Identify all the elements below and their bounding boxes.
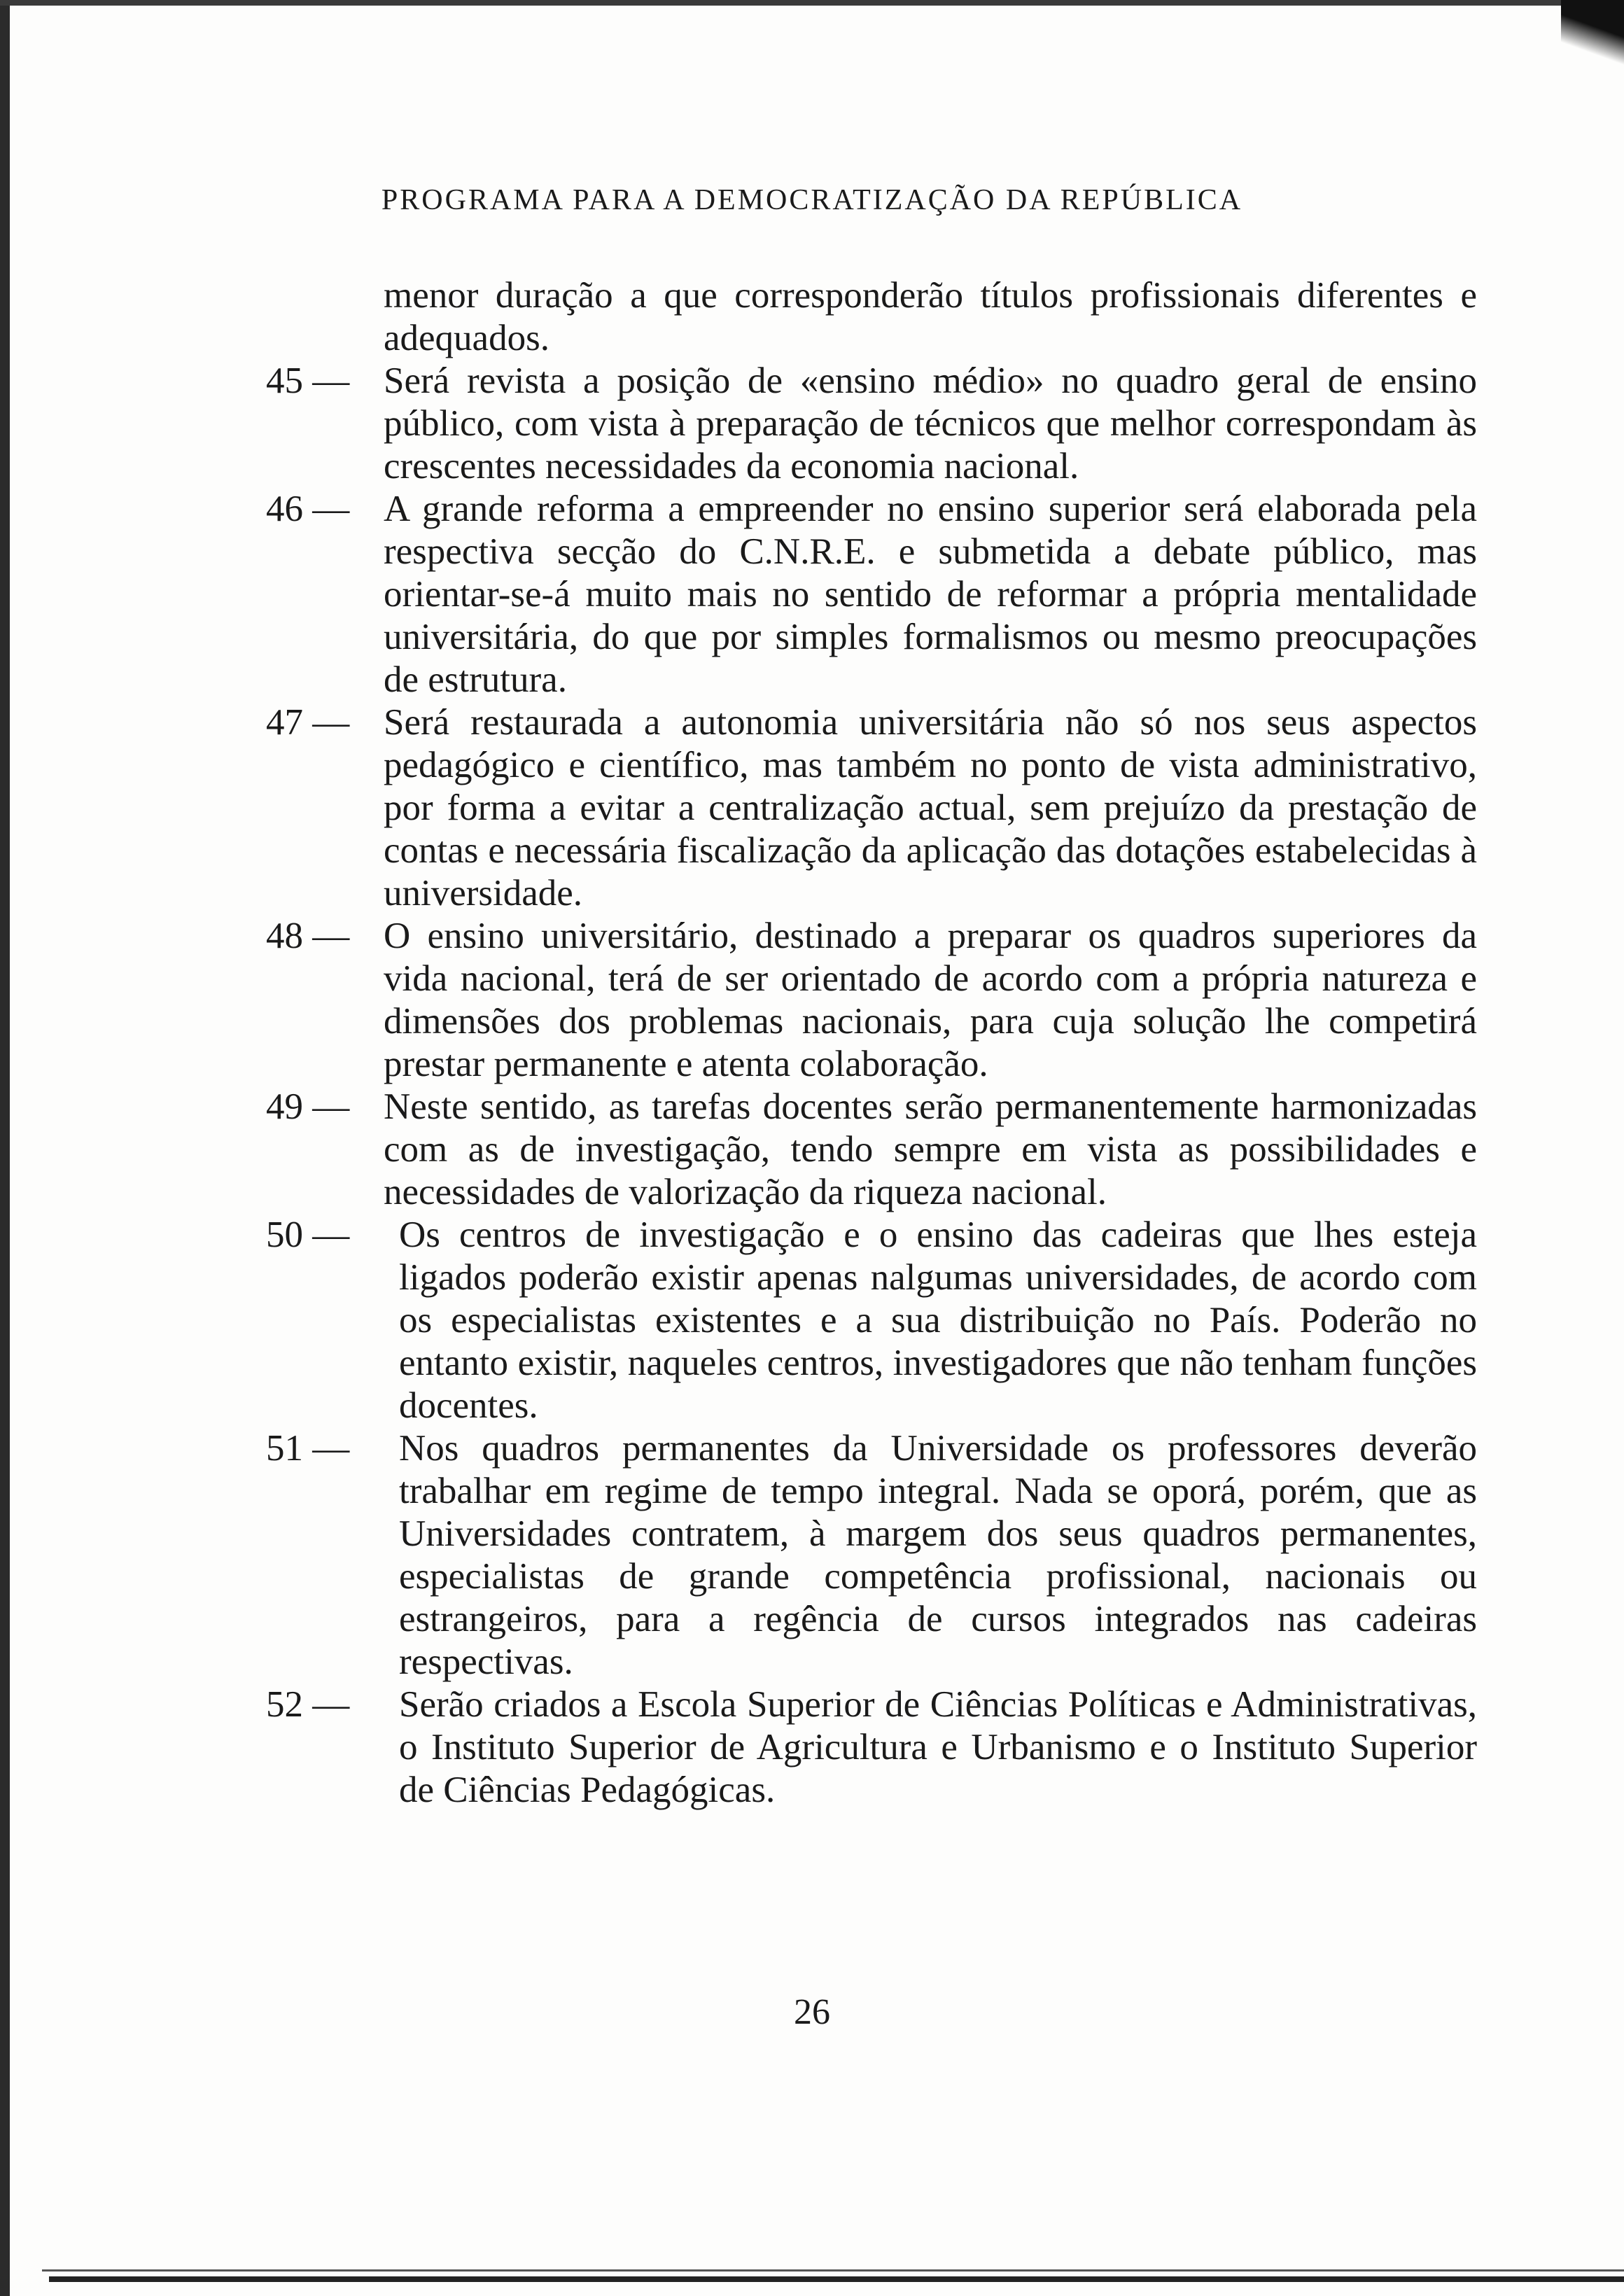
running-head: PROGRAMA PARA A DEMOCRATIZAÇÃO DA REPÚBLICA xyxy=(381,184,1243,216)
list-item-51 xyxy=(266,1427,1477,1684)
item-text: Será revista a posição de «ensino médio» no quadro geral de ensino público, com vista à preparação de técnicos que melhor correspondam às crescentes necessidades da economia nacional. xyxy=(384,360,1477,486)
item-number: 45 — xyxy=(266,360,350,401)
list-item-47 xyxy=(266,701,1477,915)
list-item-48 xyxy=(266,915,1477,1086)
list-item-46 xyxy=(266,488,1477,701)
item-number: 52 — xyxy=(266,1684,350,1725)
item-text: Serão criados a Escola Superior de Ciências Políticas e Administrativas, o Instituto Superior de Agricultura e Urbanismo e o Instituto Superior de Ciências Pedagógicas. xyxy=(399,1684,1477,1810)
item-number: 51 — xyxy=(266,1428,350,1469)
item-number: 46 — xyxy=(266,489,350,529)
item-number: 50 — xyxy=(266,1214,350,1255)
scan-bottom-line-thin xyxy=(42,2269,1624,2272)
scan-corner-mark xyxy=(1561,0,1624,70)
item-text: O ensino universitário, destinado a preparar os quadros superiores da vida nacional, terá de ser orientado de acordo com a própria natureza e dimensões dos problemas nacionais, para cuja solução lhe competirá prestar permanente e atenta colaboração. xyxy=(384,916,1477,1084)
list-item-50 xyxy=(266,1214,1477,1427)
item-number: 47 — xyxy=(266,702,350,743)
list-item-49 xyxy=(266,1086,1477,1214)
scan-border-left xyxy=(0,0,10,2296)
list-item-45 xyxy=(266,360,1477,488)
list-item-52 xyxy=(266,1684,1477,1812)
continuation-paragraph: menor duração a que corresponderão títulos profissionais diferentes e adequados. xyxy=(384,275,1477,358)
item-number: 49 — xyxy=(266,1086,350,1127)
item-text: Neste sentido, as tarefas docentes serão permanentemente harmonizadas com as de investigação, tendo sempre em vista as possibilidades e necessidades de valorização da riqueza nacional. xyxy=(384,1086,1477,1212)
item-text: Os centros de investigação e o ensino das cadeiras que lhes esteja ligados poderão existir apenas nalgumas universidades, de acordo com os especialistas existentes e a sua distribuição no País. Poderão no entanto existir, naqueles centros, investigadores que não tenham funções docentes. xyxy=(399,1214,1477,1426)
item-text: Será restaurada a autonomia universitária não só nos seus aspectos pedagógico e científico, mas também no ponto de vista administrativo, por forma a evitar a centralização actual, sem prejuízo da prestação de contas e necessária fiscalização da aplicação das dotações estabelecidas à universidade. xyxy=(384,702,1477,913)
item-number: 48 — xyxy=(266,916,350,956)
page-number: 26 xyxy=(794,1992,830,2032)
item-text: Nos quadros permanentes da Universidade os professores deverão trabalhar em regime de tempo integral. Nada se oporá, porém, que as Universidades contratem, à margem dos seus quadros permanentes, especialistas de grande competência profissional, nacionais ou estrangeiros, para a regência de cursos integrados nas cadeiras respectivas. xyxy=(399,1428,1477,1682)
item-text: A grande reforma a empreender no ensino superior será elaborada pela respectiva secção do C.N.R.E. e submetida a debate público, mas orientar-se-á muito mais no sentido de reformar a própria mentalidade universitária, do que por simples formalismos ou mesmo preocupações de estrutura. xyxy=(384,489,1477,700)
scan-bottom-line xyxy=(49,2276,1624,2282)
body-text xyxy=(266,274,1477,1812)
scan-border-top xyxy=(0,0,1624,6)
